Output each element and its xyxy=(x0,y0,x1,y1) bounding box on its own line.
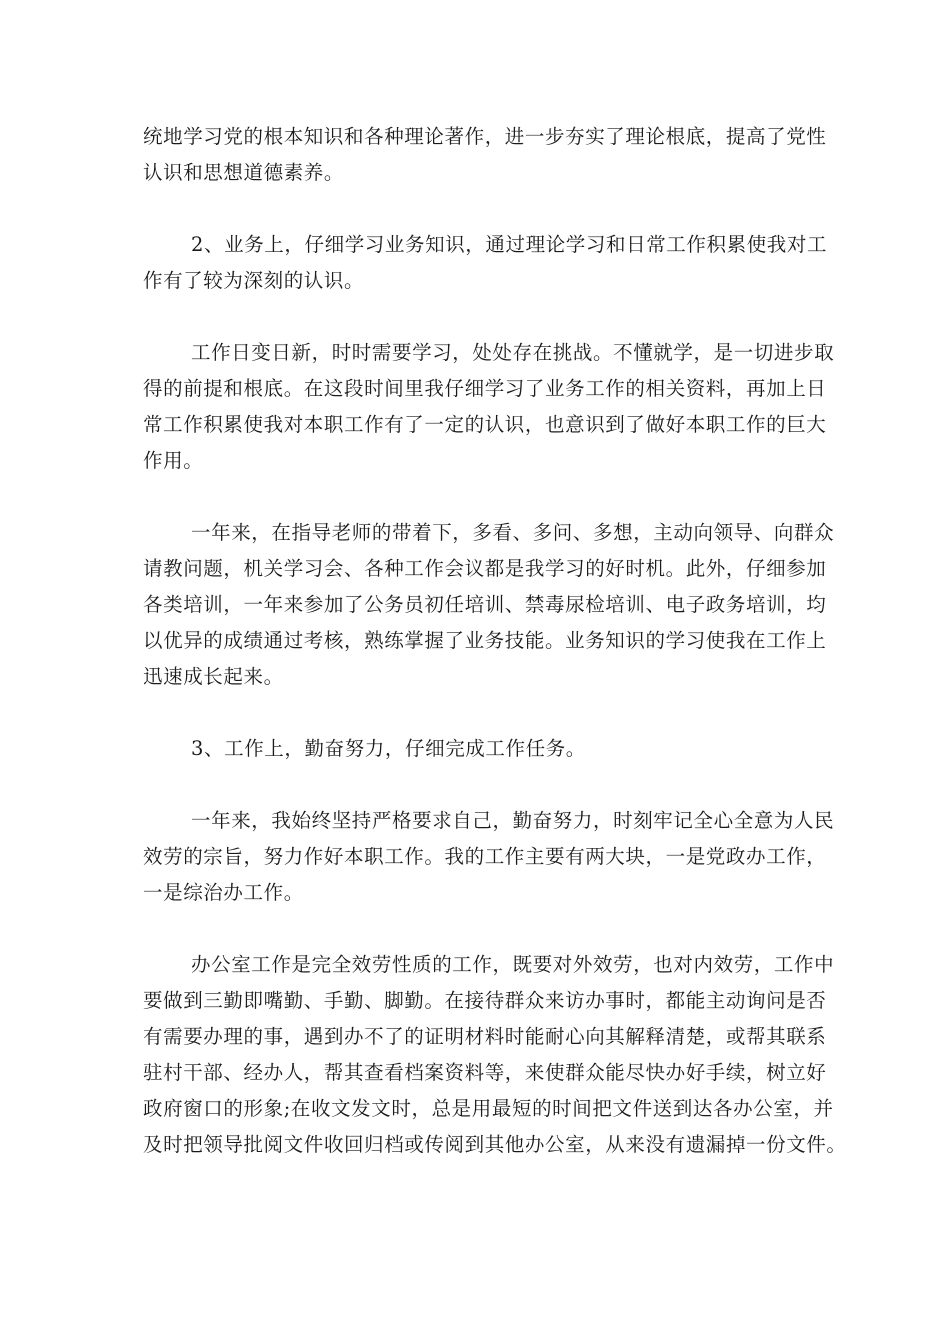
paragraph-line: 迅速成长起来。 xyxy=(143,665,284,688)
paragraph-line: 以优异的成绩通过考核，熟练掌握了业务技能。业务知识的学习使我在工作上 xyxy=(143,629,827,652)
paragraph-line: 及时把领导批阅文件收回归档或传阅到其他办公室，从来没有遗漏掉一份文件。 xyxy=(143,1133,847,1156)
paragraph-line: 效劳的宗旨，努力作好本职工作。我的工作主要有两大块，一是党政办工作， xyxy=(143,845,827,868)
paragraph-line: 作用。 xyxy=(143,449,204,472)
paragraph-line: 请教问题，机关学习会、各种工作会议都是我学习的好时机。此外，仔细参加 xyxy=(143,557,827,580)
paragraph-line: 常工作积累使我对本职工作有了一定的认识，也意识到了做好本职工作的巨大 xyxy=(143,413,827,436)
paragraph-line: 一年来，我始终坚持严格要求自己，勤奋努力，时刻牢记全心全意为人民 xyxy=(191,809,835,832)
paragraph-line: 办公室工作是完全效劳性质的工作，既要对外效劳，也对内效劳，工作中 xyxy=(191,953,835,976)
paragraph-line: 有需要办理的事，遇到办不了的证明材料时能耐心向其解释清楚，或帮其联系 xyxy=(143,1025,827,1048)
paragraph-line: 政府窗口的形象;在收文发文时，总是用最短的时间把文件送到达各办公室，并 xyxy=(143,1097,834,1120)
paragraph-line: 统地学习党的根本知识和各种理论著作，进一步夯实了理论根底，提高了党性 xyxy=(143,125,827,148)
paragraph-line: 工作日变日新，时时需要学习，处处存在挑战。不懂就学，是一切进步取 xyxy=(191,341,835,364)
section-heading-line: 3、工作上，勤奋努力，仔细完成工作任务。 xyxy=(191,737,586,760)
paragraph-line: 得的前提和根底。在这段时间里我仔细学习了业务工作的相关资料，再加上日 xyxy=(143,377,827,400)
paragraph-line: 各类培训，一年来参加了公务员初任培训、禁毒尿检培训、电子政务培训，均 xyxy=(143,593,827,616)
paragraph-line: 一是综治办工作。 xyxy=(143,881,304,904)
section-heading-line: 2、业务上，仔细学习业务知识，通过理论学习和日常工作积累使我对工 xyxy=(191,233,828,256)
paragraph-line: 认识和思想道德素养。 xyxy=(143,161,345,184)
section-heading-line: 作有了较为深刻的认识。 xyxy=(143,269,365,292)
paragraph-line: 驻村干部、经办人，帮其查看档案资料等，来使群众能尽快办好手续，树立好 xyxy=(143,1061,827,1084)
paragraph-line: 一年来，在指导老师的带着下，多看、多问、多想，主动向领导、向群众 xyxy=(191,521,835,544)
paragraph-line: 要做到三勤即嘴勤、手勤、脚勤。在接待群众来访办事时，都能主动询问是否 xyxy=(143,989,827,1012)
